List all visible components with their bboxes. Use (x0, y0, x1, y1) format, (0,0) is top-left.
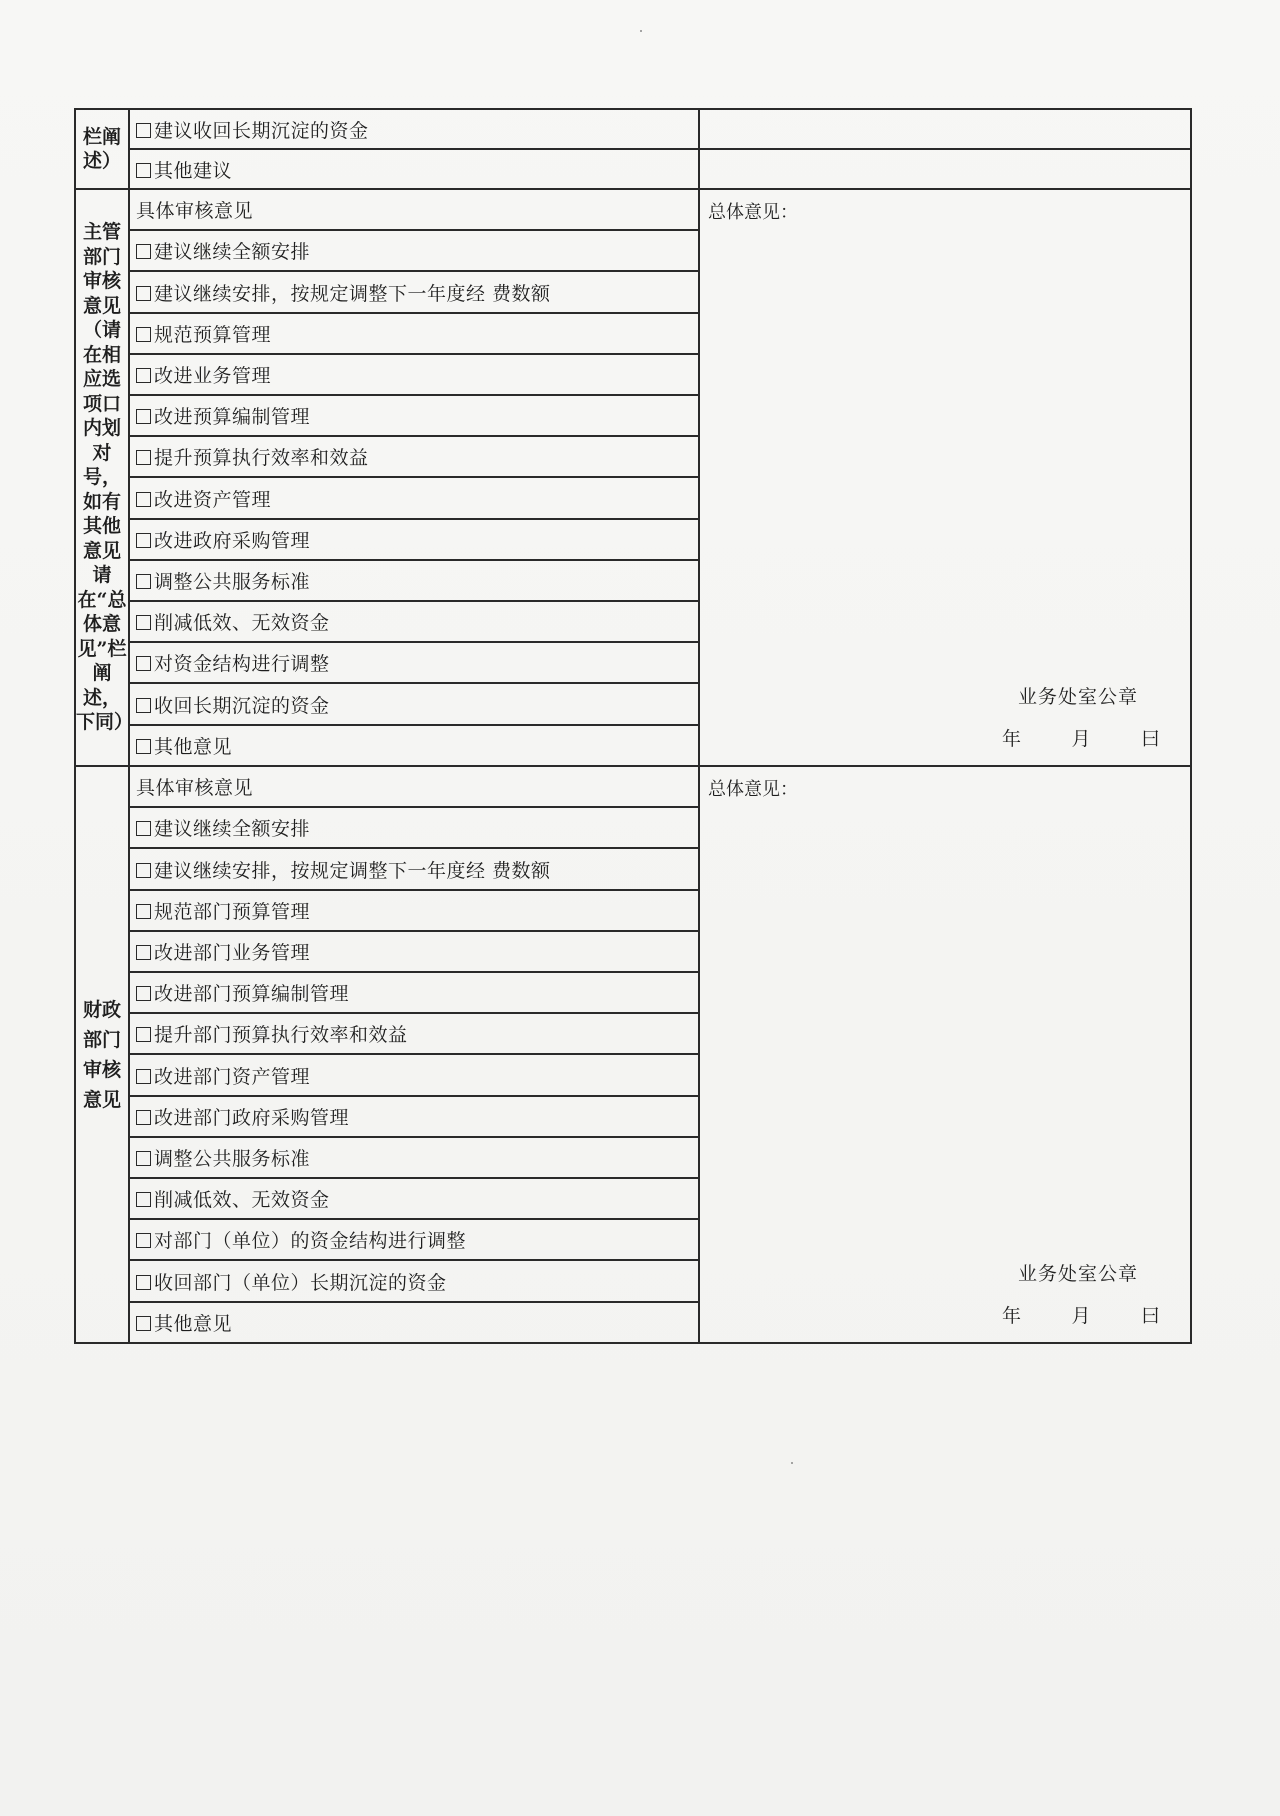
finance-item[interactable] (129, 1178, 699, 1219)
finance-item[interactable] (129, 972, 699, 1013)
dept-item-label: 建议继续全额安排 (154, 241, 311, 264)
dept-item-label: 改进预算编制管理 (154, 406, 311, 429)
dept-item-label: 改进资产管理 (154, 488, 272, 511)
checkbox-icon[interactable] (136, 1192, 151, 1207)
dept-item-heading (129, 189, 699, 230)
finance-item[interactable] (129, 1302, 699, 1343)
scan-speck (640, 30, 642, 32)
dept-item-label: 规范预算管理 (154, 323, 272, 346)
finance-date-year: 年 (1002, 1305, 1022, 1327)
finance-item-label: 改进部门预算编制管理 (154, 983, 350, 1006)
checkbox-icon[interactable] (136, 656, 151, 671)
finance-item-label: 改进部门政府采购管理 (154, 1106, 350, 1129)
checkbox-icon[interactable] (136, 1275, 151, 1290)
scan-speck (791, 1462, 793, 1464)
checkbox-icon[interactable] (136, 821, 151, 836)
finance-date-day: 曰 (1140, 1305, 1160, 1327)
finance-row (75, 766, 1191, 807)
checkbox-icon[interactable] (136, 244, 151, 259)
dept-row (75, 189, 1191, 230)
dept-item-label: 建议继续安排，按规定调整下一年度经 费数额 (154, 282, 551, 305)
finance-item-label: 改进部门业务管理 (154, 941, 311, 964)
dept-item[interactable] (129, 271, 699, 312)
dept-item[interactable] (129, 395, 699, 436)
checkbox-icon[interactable] (136, 986, 151, 1001)
top-section-label: 栏阐述） (75, 109, 129, 189)
finance-item-label: 规范部门预算管理 (154, 900, 311, 923)
checkbox-icon[interactable] (136, 1110, 151, 1125)
dept-date-month: 月 (1071, 728, 1091, 750)
dept-item[interactable] (129, 642, 699, 683)
finance-item-label: 提升部门预算执行效率和效益 (154, 1024, 408, 1047)
checkbox-icon[interactable] (136, 409, 151, 424)
finance-overall-opinion[interactable] (699, 766, 1191, 1343)
checkbox-icon[interactable] (136, 945, 151, 960)
finance-item[interactable] (129, 1054, 699, 1095)
finance-item[interactable] (129, 1219, 699, 1260)
checkbox-icon[interactable] (136, 698, 151, 713)
dept-item-label: 改进政府采购管理 (154, 529, 311, 552)
dept-item[interactable] (129, 477, 699, 518)
dept-item-label: 收回长期沉淀的资金 (154, 694, 330, 717)
checkbox-icon[interactable] (136, 863, 151, 878)
dept-section-label: 主管部门审核意见（请在相应选项口内划对号，如有其他意见请在“总体意见”栏阐述，下同） (75, 189, 129, 766)
dept-item[interactable] (129, 313, 699, 354)
finance-item-label: 对部门（单位）的资金结构进行调整 (154, 1230, 467, 1253)
dept-date-day: 曰 (1140, 728, 1160, 750)
checkbox-icon[interactable] (136, 1151, 151, 1166)
checkbox-icon[interactable] (136, 904, 151, 919)
finance-item[interactable] (129, 848, 699, 889)
finance-date-month: 月 (1071, 1305, 1091, 1327)
finance-item[interactable] (129, 1137, 699, 1178)
dept-item-label: 其他意见 (154, 735, 233, 758)
finance-item-label: 调整公共服务标准 (154, 1147, 311, 1170)
checkbox-icon[interactable] (136, 492, 151, 507)
dept-item-label: 对资金结构进行调整 (154, 653, 330, 676)
dept-date-row (1002, 724, 1160, 751)
dept-item-label: 提升预算执行效率和效益 (154, 447, 369, 470)
finance-item[interactable] (129, 931, 699, 972)
finance-date-row (1002, 1301, 1160, 1328)
checkbox-icon[interactable] (136, 286, 151, 301)
dept-item-label: 改进业务管理 (154, 364, 272, 387)
checkbox-icon[interactable] (136, 123, 151, 138)
top-opinion-cell-2 (699, 149, 1191, 189)
checkbox-icon[interactable] (136, 739, 151, 754)
checkbox-icon[interactable] (136, 1069, 151, 1084)
checkbox-icon[interactable] (136, 1233, 151, 1248)
checkbox-icon[interactable] (136, 615, 151, 630)
checkbox-icon[interactable] (136, 368, 151, 383)
finance-item[interactable] (129, 1013, 699, 1054)
dept-item[interactable] (129, 436, 699, 477)
top-item-1[interactable] (129, 109, 699, 149)
dept-overall-opinion[interactable] (699, 189, 1191, 766)
top-item-1-label: 建议收回长期沉淀的资金 (154, 119, 369, 142)
checkbox-icon[interactable] (136, 1316, 151, 1331)
finance-item-label: 削减低效、无效资金 (154, 1189, 330, 1212)
checkbox-icon[interactable] (136, 533, 151, 548)
finance-item-label: 其他意见 (154, 1312, 233, 1335)
dept-date-year: 年 (1002, 728, 1022, 750)
dept-opinion-title: 总体意见： (708, 202, 798, 223)
finance-section-label: 财政部门审核意见 (75, 766, 129, 1343)
finance-item[interactable] (129, 890, 699, 931)
finance-item[interactable] (129, 1260, 699, 1301)
dept-item[interactable] (129, 601, 699, 642)
checkbox-icon[interactable] (136, 450, 151, 465)
dept-item-label: 削减低效、无效资金 (154, 612, 330, 635)
dept-item-heading-label: 具体审核意见 (136, 200, 254, 223)
dept-item[interactable] (129, 560, 699, 601)
finance-item[interactable] (129, 1096, 699, 1137)
top-opinion-cell-1 (699, 109, 1191, 149)
finance-item-label: 改进部门资产管理 (154, 1065, 311, 1088)
finance-item-label: 收回部门（单位）长期沉淀的资金 (154, 1271, 447, 1294)
dept-item[interactable] (129, 354, 699, 395)
dept-item[interactable] (129, 725, 699, 766)
review-form-table (74, 108, 1192, 1344)
finance-opinion-title: 总体意见： (708, 779, 798, 800)
checkbox-icon[interactable] (136, 1027, 151, 1042)
checkbox-icon[interactable] (136, 574, 151, 589)
dept-item[interactable] (129, 683, 699, 724)
dept-item-label: 调整公共服务标准 (154, 570, 311, 593)
finance-item-label: 建议继续安排，按规定调整下一年度经 费数额 (154, 859, 551, 882)
finance-item-heading (129, 766, 699, 807)
top-item-2[interactable] (129, 149, 699, 189)
dept-item[interactable] (129, 519, 699, 560)
checkbox-icon[interactable] (136, 327, 151, 342)
checkbox-icon[interactable] (136, 163, 151, 178)
dept-item[interactable] (129, 230, 699, 271)
top-item-2-label: 其他建议 (154, 159, 233, 182)
finance-item-label: 建议继续全额安排 (154, 818, 311, 841)
finance-item[interactable] (129, 807, 699, 848)
top-row (75, 149, 1191, 189)
finance-item-heading-label: 具体审核意见 (136, 777, 254, 800)
finance-stamp-label: 业务处室公章 (1018, 1263, 1139, 1285)
dept-stamp-label: 业务处室公章 (1018, 686, 1139, 708)
top-row (75, 109, 1191, 149)
